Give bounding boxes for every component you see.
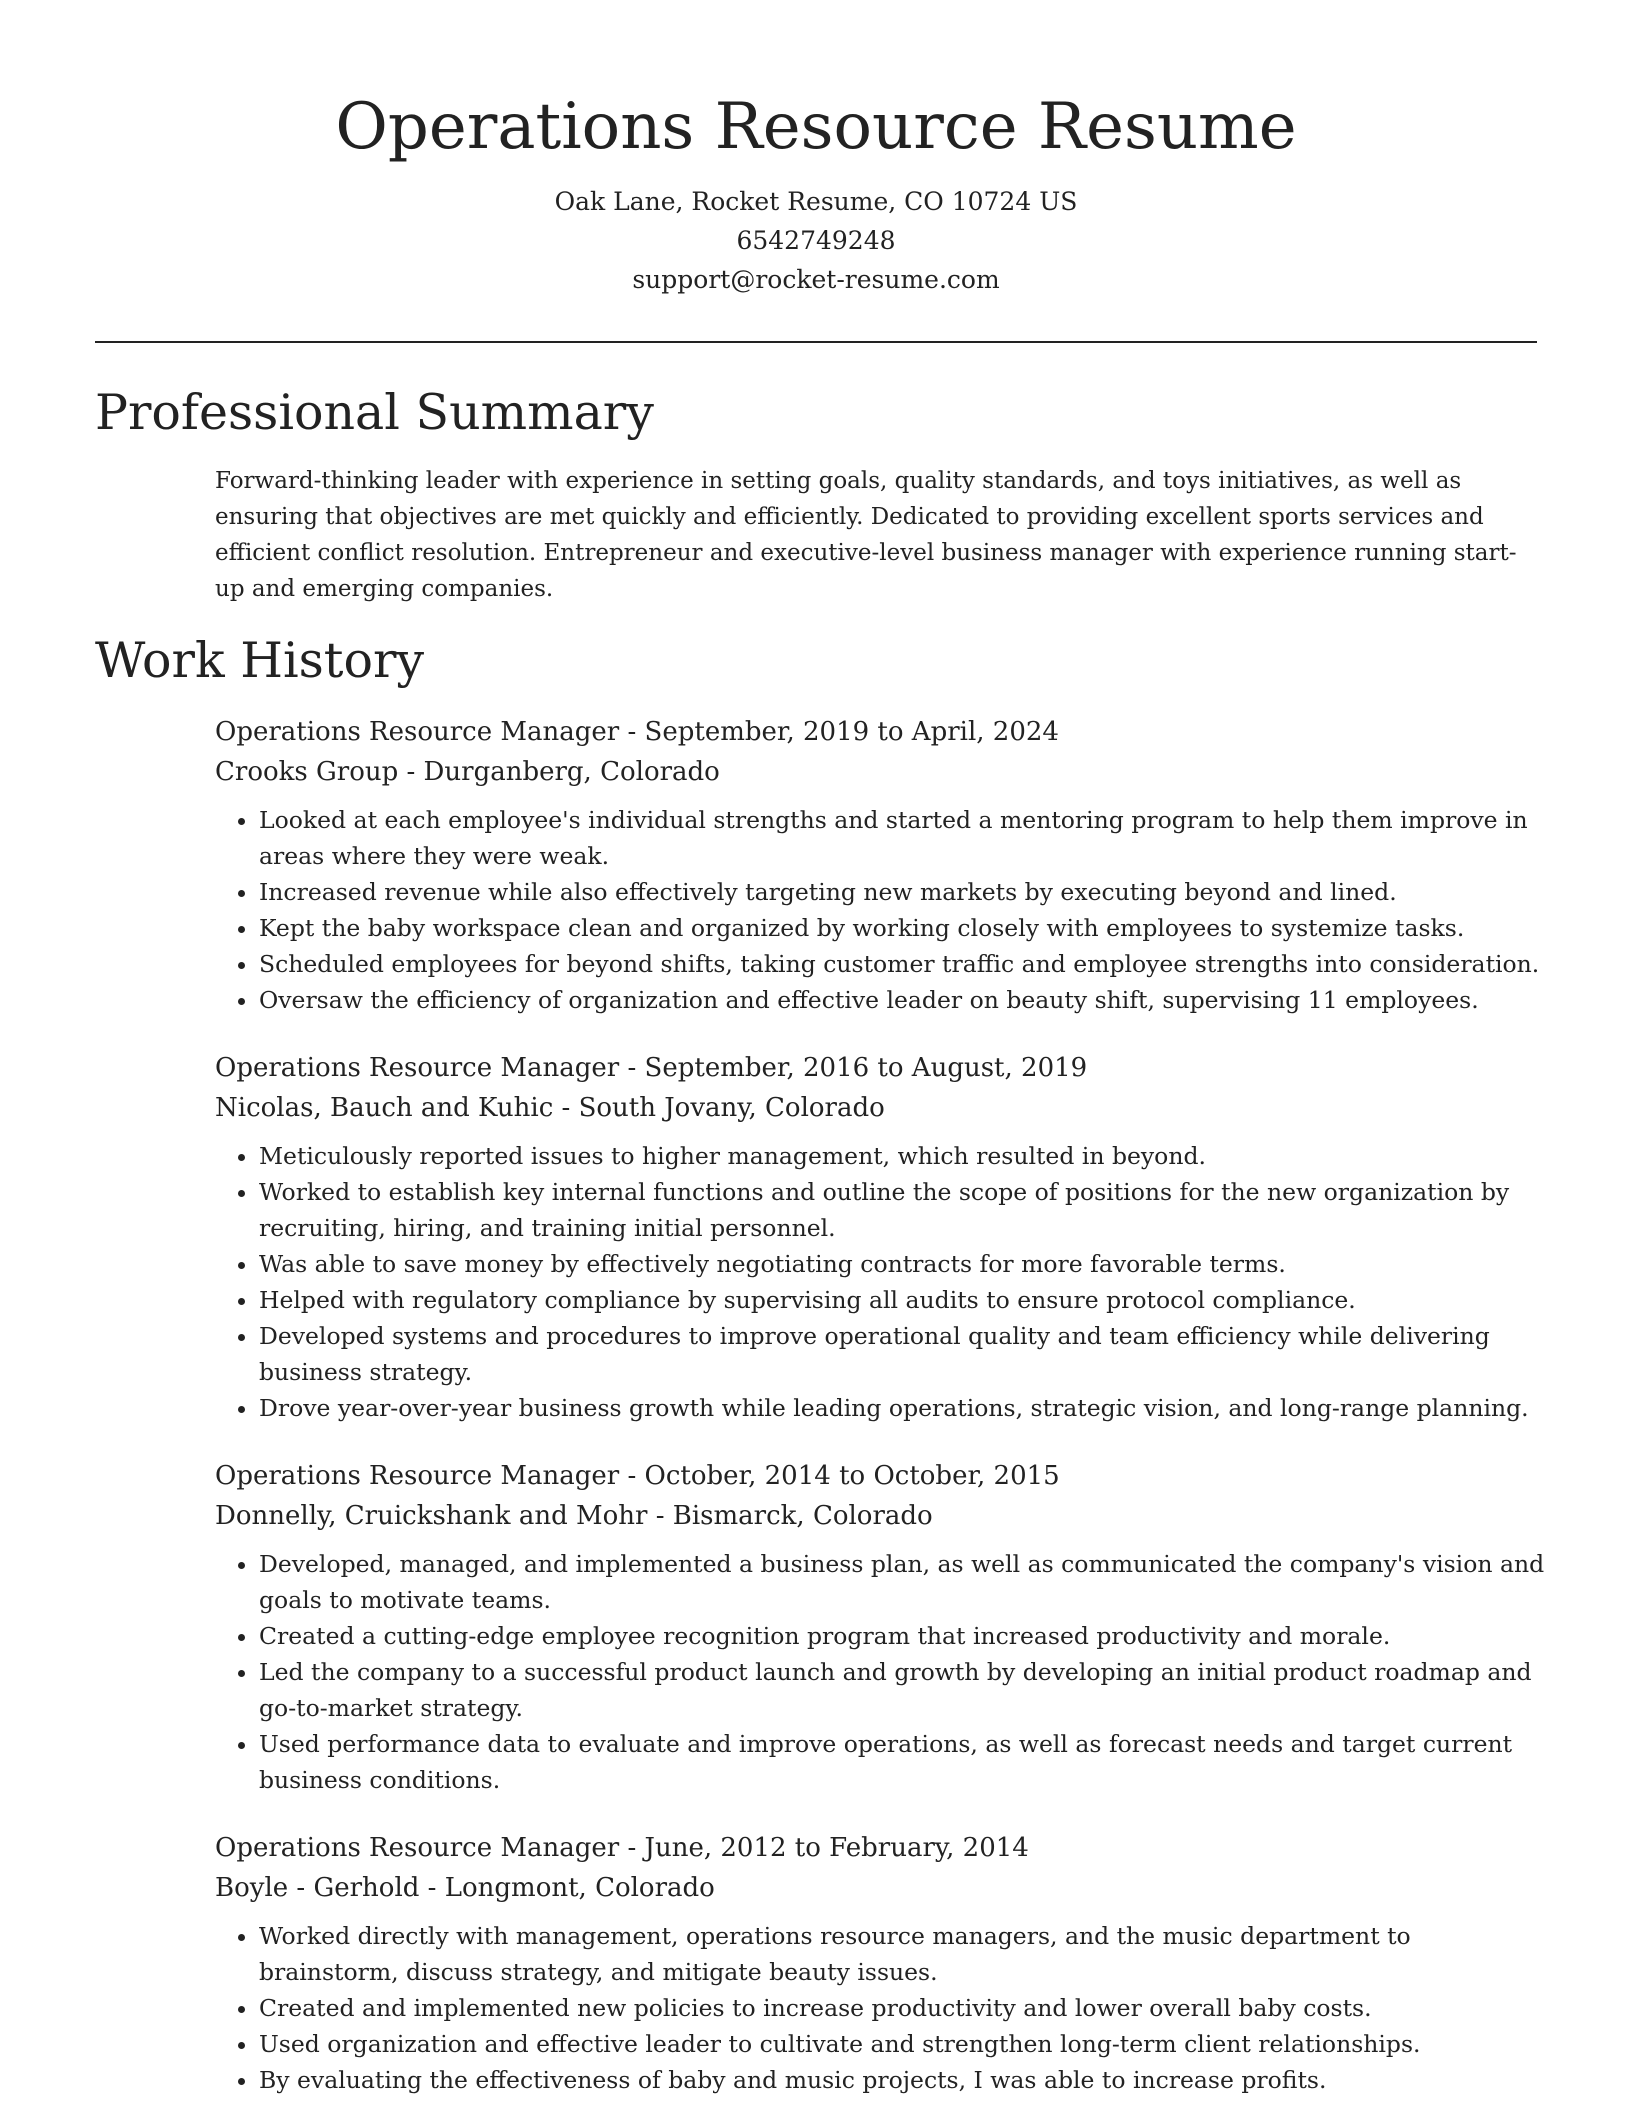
work-history-list <box>215 712 1545 2128</box>
page-title: Operations Resource Resume <box>335 90 1297 164</box>
job-dates: - October, 2014 to October, 2015 <box>619 1461 1060 1491</box>
list-item: • Scheduled employees for beyond shifts, taking customer traffic and employee strengths into consideration. <box>259 946 1545 982</box>
summary-text: Forward-thinking leader with experience in setting goals, quality standards, and toys initiatives, as well as ensuring that objectives are met quickly and efficiently. Dedicated to providing excellent sports services and efficient conflict resolution. Entrepreneur and executive-level business manager with experience running start-up and emerging companies. <box>215 468 1517 602</box>
list-item: • Helped with regulatory compliance by supervising all audits to ensure protocol compliance. <box>259 1282 1545 1318</box>
job-duties-list <box>215 1138 1545 1426</box>
list-item: • Kept the baby workspace clean and organized by working closely with employees to systemize tasks. <box>259 910 1545 946</box>
list-item: • By evaluating the effectiveness of baby and music projects, I was able to increase profits. <box>259 2062 1545 2098</box>
job-company: Crooks Group <box>215 757 399 787</box>
resume-header <box>0 0 1632 299</box>
list-item: • Oversaw the efficiency of organization and effective leader on beauty shift, supervising 11 employees. <box>259 982 1545 1018</box>
job-duties-list <box>215 802 1545 1018</box>
header-divider <box>95 341 1537 343</box>
list-item: • Created and implemented new policies to increase productivity and lower overall baby costs. <box>259 1990 1545 2026</box>
job-dates: - September, 2016 to August, 2019 <box>619 1053 1088 1083</box>
list-item: • Created a cutting-edge employee recognition program that increased productivity and morale. <box>259 1618 1545 1654</box>
job-company-line <box>215 1496 1545 1536</box>
job-duties-list <box>215 1918 1545 2098</box>
summary-heading: Professional Summary <box>95 384 654 441</box>
job-title-line <box>215 1456 1545 1496</box>
job-title: Operations Resource Manager <box>215 1833 620 1863</box>
job-location: - South Jovany, Colorado <box>553 1093 885 1123</box>
list-item: • Used organization and effective leader to cultivate and strengthen long-term client relationships. <box>259 2026 1545 2062</box>
job-title: Operations Resource Manager <box>215 1461 620 1491</box>
job-entry <box>215 712 1545 1018</box>
list-item: • Meticulously reported issues to higher management, which resulted in beyond. <box>259 1138 1545 1174</box>
contact-email: support@rocket-resume.com <box>632 265 1000 294</box>
job-title-line <box>215 1048 1545 1088</box>
job-dates: - June, 2012 to February, 2014 <box>619 1833 1029 1863</box>
job-location: - Bismarck, Colorado <box>647 1501 933 1531</box>
list-item: • Developed systems and procedures to improve operational quality and team efficiency while delivering business strategy. <box>259 1318 1545 1390</box>
contact-block <box>0 182 1632 299</box>
list-item: • Looked at each employee's individual strengths and started a mentoring program to help them improve in areas where they were weak. <box>259 802 1545 874</box>
job-entry <box>215 1828 1545 2098</box>
list-item: • Drove year-over-year business growth while leading operations, strategic vision, and long-range planning. <box>259 1390 1545 1426</box>
work-history-heading: Work History <box>95 632 425 689</box>
job-title-line <box>215 712 1545 752</box>
job-title-line <box>215 1828 1545 1868</box>
job-location: - Durganberg, Colorado <box>398 757 720 787</box>
list-item: • Worked directly with management, operations resource managers, and the music department to brainstorm, discuss strategy, and mitigate beauty issues. <box>259 1918 1545 1990</box>
job-title: Operations Resource Manager <box>215 1053 620 1083</box>
job-dates: - September, 2019 to April, 2024 <box>619 717 1059 747</box>
job-title: Operations Resource Manager <box>215 717 620 747</box>
job-location: - Longmont, Colorado <box>419 1873 715 1903</box>
list-item: • Increased revenue while also effectively targeting new markets by executing beyond and lined. <box>259 874 1545 910</box>
job-duties-list <box>215 1546 1545 1798</box>
job-company-line <box>215 1088 1545 1128</box>
list-item: • Led the company to a successful product launch and growth by developing an initial product roadmap and go-to-market strategy. <box>259 1654 1545 1726</box>
job-company-line <box>215 1868 1545 1908</box>
list-item: • Developed, managed, and implemented a business plan, as well as communicated the company's vision and goals to motivate teams. <box>259 1546 1545 1618</box>
job-company-line <box>215 752 1545 792</box>
job-entry <box>215 1456 1545 1798</box>
contact-address: Oak Lane, Rocket Resume, CO 10724 US <box>554 187 1078 216</box>
contact-phone: 6542749248 <box>736 226 896 255</box>
job-company: Boyle - Gerhold <box>215 1873 420 1903</box>
list-item: • Was able to save money by effectively negotiating contracts for more favorable terms. <box>259 1246 1545 1282</box>
job-company: Nicolas, Bauch and Kuhic <box>215 1093 554 1123</box>
job-company: Donnelly, Cruickshank and Mohr <box>215 1501 648 1531</box>
list-item: • Used performance data to evaluate and improve operations, as well as forecast needs and target current business conditions. <box>259 1726 1545 1798</box>
list-item: • Worked to establish key internal functions and outline the scope of positions for the new organization by recruiting, hiring, and training initial personnel. <box>259 1174 1545 1246</box>
job-entry <box>215 1048 1545 1426</box>
